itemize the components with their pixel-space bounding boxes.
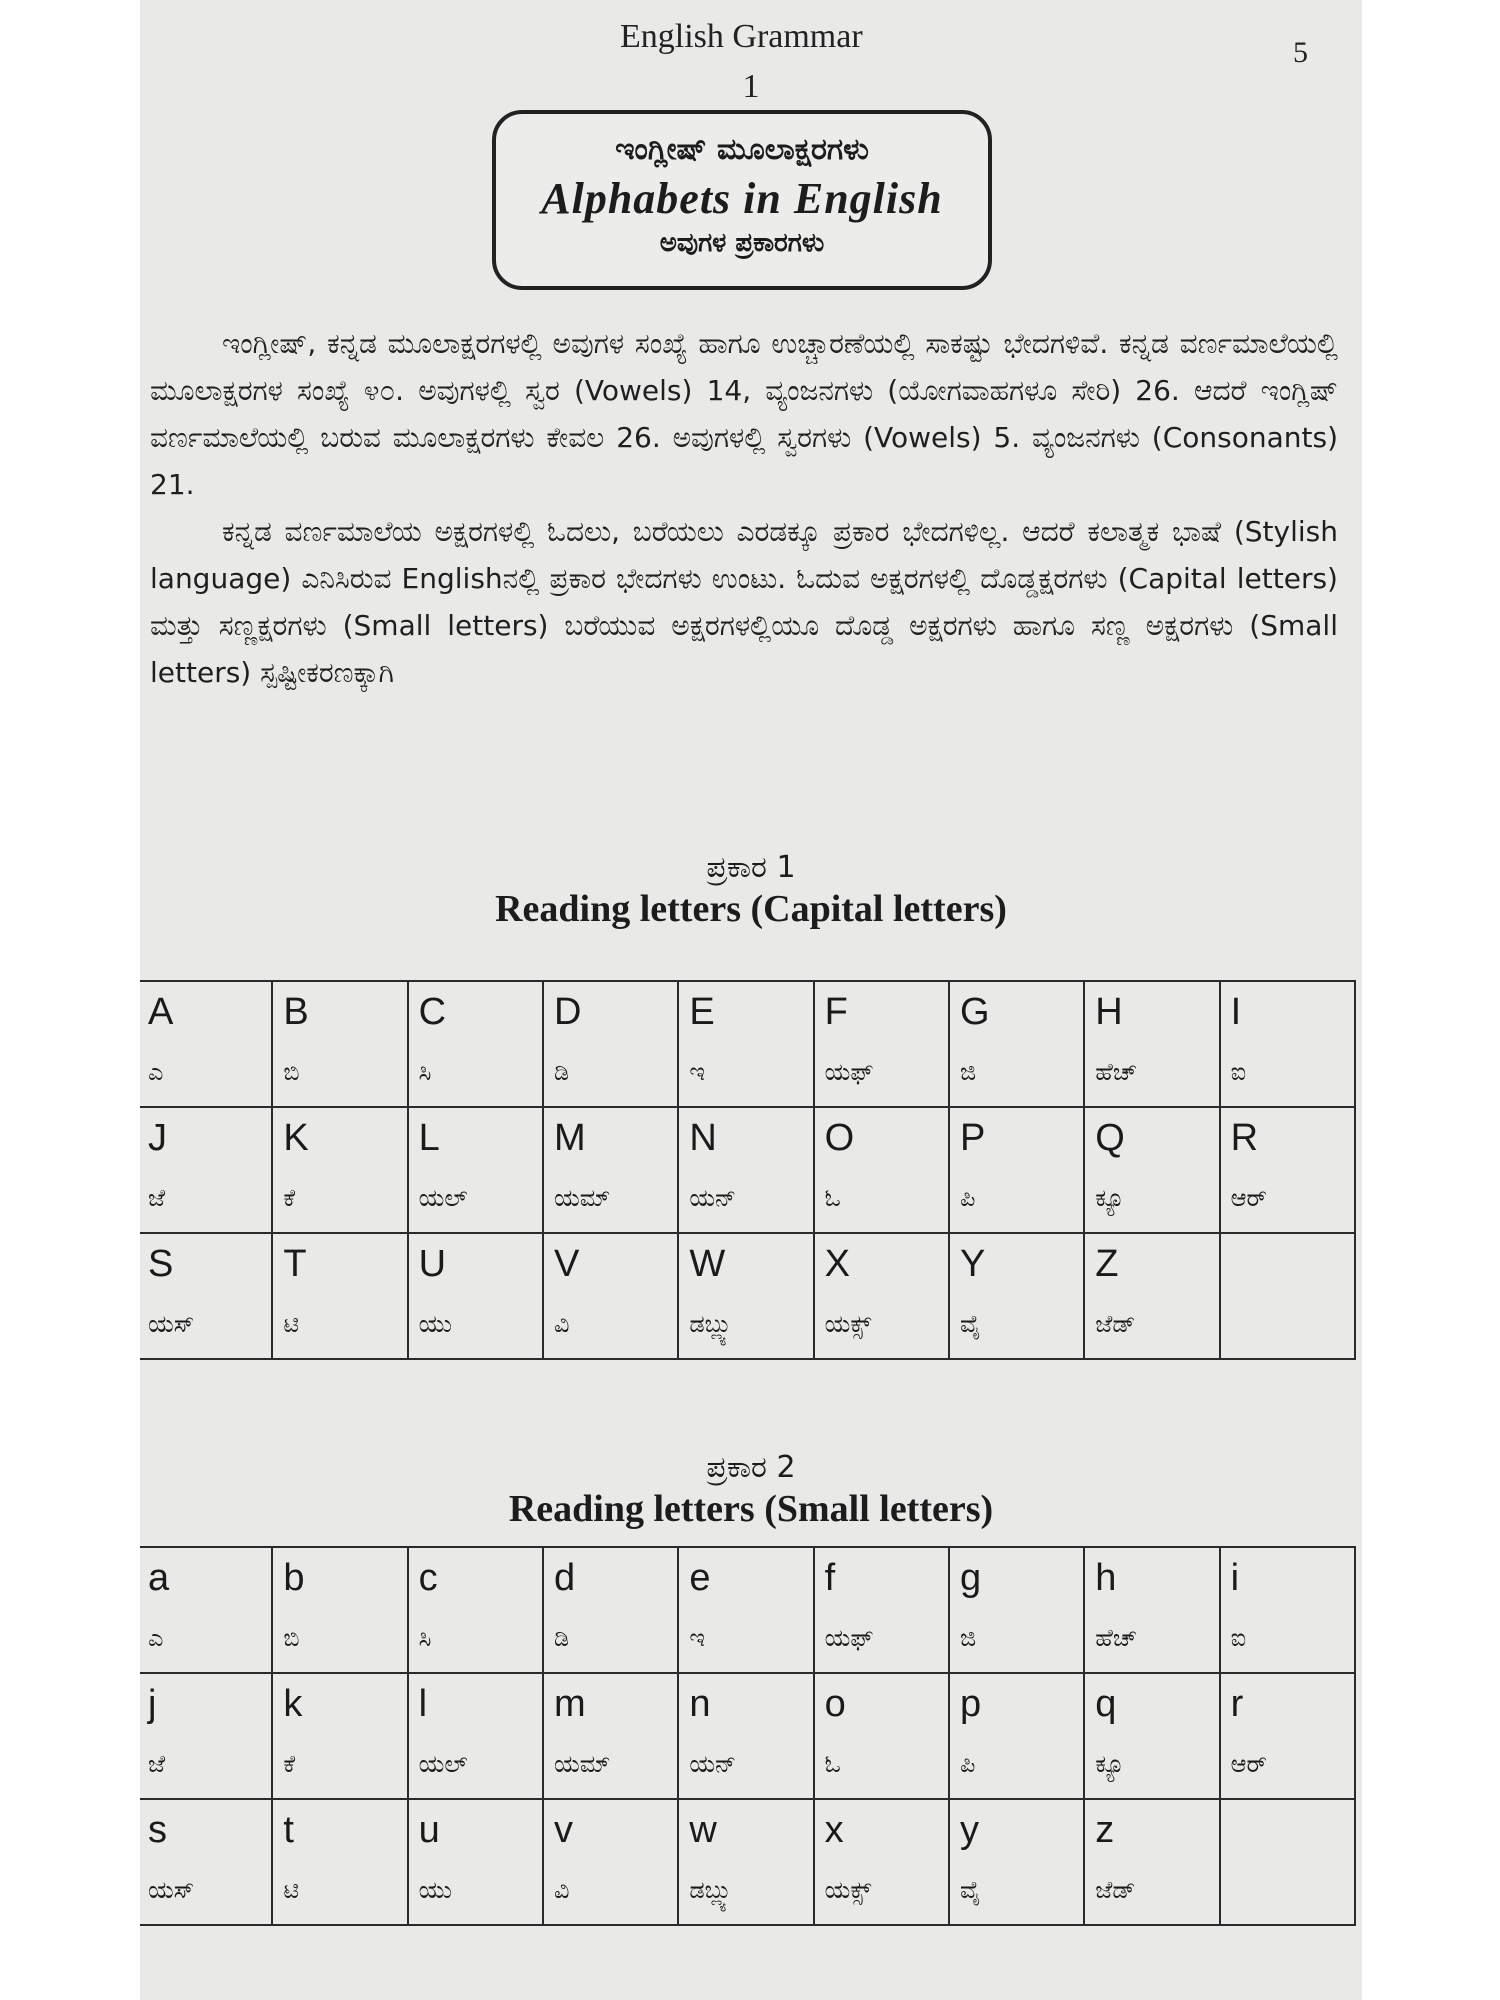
letter-cell <box>140 1107 272 1233</box>
table-row <box>140 1673 1355 1799</box>
kannada-pronunciation: ಜೆಡ್ <box>1095 1310 1136 1338</box>
kannada-pronunciation: ಹೆಚ್ <box>1095 1624 1138 1652</box>
chapter-title-english: Alphabets in English <box>541 174 943 223</box>
kannada-pronunciation: ಯಲ್ <box>418 1750 468 1778</box>
letter-cell <box>678 1673 813 1799</box>
kannada-pronunciation: ಎ <box>148 1624 164 1652</box>
letter-cell <box>949 1799 1084 1925</box>
letter: z <box>1095 1809 1115 1851</box>
letter-cell <box>678 981 813 1107</box>
kannada-pronunciation: ಹೆಚ್ <box>1095 1058 1138 1086</box>
letter-cell <box>1084 1547 1219 1673</box>
letter-cell <box>1220 1233 1355 1359</box>
chapter-title-box <box>492 110 992 290</box>
section-2-title: Reading letters (Small letters) <box>508 1488 994 1530</box>
kannada-pronunciation: ಡಬ್ಲ್ಯು <box>689 1310 736 1338</box>
letter: G <box>959 991 990 1033</box>
letter: k <box>283 1683 303 1725</box>
letter: Y <box>959 1243 986 1285</box>
kannada-pronunciation: ಡಿ <box>553 1624 570 1652</box>
letter-cell <box>814 1107 949 1233</box>
letter-cell <box>1220 1107 1355 1233</box>
kannada-pronunciation: ಎ <box>148 1058 164 1086</box>
paragraph: ಇಂಗ್ಲೀಷ್, ಕನ್ನಡ ಮೂಲಾಕ್ಷರಗಳಲ್ಲಿ ಅವುಗಳ ಸಂಖ್ಯೆ ಹಾಗೂ ಉಚ್ಚಾರಣೆಯಲ್ಲಿ ಸಾಕಷ್ಟು ಭೇದಗಳಿವೆ. ಕನ್ನಡ ವರ್ಣಮಾಲೆಯಲ್ಲಿ ಮೂಲಾಕ್ಷರಗಳ ಸಂಖ್ಯೆ ೪೦. ಅವುಗಳಲ್ಲಿ ಸ್ವರ (Vowels) 14, ವ್ಯಂಜನಗಳು (ಯೋಗವಾಹಗಳೂ ಸೇರಿ) 26. ಆದರೆ ಇಂಗ್ಲಿಷ್ ವರ್ಣಮಾಲೆಯಲ್ಲಿ ಬರುವ ಮೂಲಾಕ್ಷರಗಳು ಕೇವಲ 26. ಅವುಗಳಲ್ಲಿ ಸ್ವರಗಳು (Vowels) 5. ವ್ಯಂಜನಗಳು (Consonants) 21. <box>150 327 1338 501</box>
kannada-pronunciation: ಕೆ <box>283 1750 296 1778</box>
letter-cell <box>408 981 543 1107</box>
letter-cell <box>678 1799 813 1925</box>
letter-cell <box>1084 1107 1219 1233</box>
letter-cell <box>408 1673 543 1799</box>
kannada-pronunciation: ಯಸ್ <box>148 1310 195 1338</box>
letter: g <box>959 1557 982 1599</box>
letter-cell <box>272 1233 407 1359</box>
letter: n <box>689 1683 711 1725</box>
letter: X <box>824 1243 850 1285</box>
letter: e <box>689 1557 711 1599</box>
kannada-pronunciation: ಪಿ <box>959 1750 976 1778</box>
table-row <box>140 1233 1355 1359</box>
paragraph: ಕನ್ನಡ ವರ್ಣಮಾಲೆಯ ಅಕ್ಷರಗಳಲ್ಲಿ ಓದಲು, ಬರೆಯಲು ಎರಡಕ್ಕೂ ಪ್ರಕಾರ ಭೇದಗಳಿಲ್ಲ. ಆದರೆ ಕಲಾತ್ಮಕ ಭಾಷೆ (Stylish language) ಎನಿಸಿರುವ Englishನಲ್ಲಿ ಪ್ರಕಾರ ಭೇದಗಳು ಉಂಟು. ಓದುವ ಅಕ್ಷರಗಳಲ್ಲಿ ದೊಡ್ಡಕ್ಷರಗಳು (Capital letters) ಮತ್ತು ಸಣ್ಣಕ್ಷರಗಳು (Small letters) ಬರೆಯುವ ಅಕ್ಷರಗಳಲ್ಲಿಯೂ ದೊಡ್ಡ ಅಕ್ಷರಗಳು ಹಾಗೂ ಸಣ್ಣ ಅಕ್ಷರಗಳು (Small letters) ಸ್ಪಷ್ಟೀಕರಣಕ್ಕಾಗಿ <box>150 515 1338 689</box>
letter-cell <box>272 1799 407 1925</box>
letter: B <box>283 991 309 1033</box>
letter: T <box>283 1243 307 1285</box>
letter: s <box>148 1809 167 1851</box>
letter-cell <box>272 981 407 1107</box>
letter: F <box>824 991 848 1033</box>
letter-cell <box>408 1547 543 1673</box>
kannada-pronunciation: ಬಿ <box>283 1624 300 1652</box>
kannada-pronunciation: ಬಿ <box>283 1058 300 1086</box>
letter-cell <box>1084 981 1219 1107</box>
letter-cell <box>814 1233 949 1359</box>
letter: x <box>824 1809 844 1851</box>
section-2-label: ಪ್ರಕಾರ 2 <box>706 1450 796 1485</box>
letter: u <box>418 1809 440 1851</box>
letter-cell <box>814 981 949 1107</box>
kannada-pronunciation: ಯು <box>418 1310 452 1338</box>
kannada-pronunciation: ಡಬ್ಲ್ಯು <box>689 1876 736 1904</box>
letter: Z <box>1095 1243 1119 1285</box>
kannada-pronunciation: ಜೆ <box>148 1184 166 1212</box>
letter-cell <box>140 1233 272 1359</box>
section-1-title: Reading letters (Capital letters) <box>495 888 1007 930</box>
kannada-pronunciation: ಪಿ <box>959 1184 976 1212</box>
letter-cell <box>543 1107 678 1233</box>
letter-cell <box>1220 1673 1355 1799</box>
letter: U <box>418 1243 447 1285</box>
small-letters-table <box>140 1546 1356 1926</box>
letter: N <box>689 1117 717 1159</box>
letter-cell <box>543 1233 678 1359</box>
kannada-pronunciation: ಯಮ್ <box>553 1184 611 1212</box>
letter-cell <box>678 1233 813 1359</box>
letter-cell <box>1084 1233 1219 1359</box>
letter: J <box>148 1117 167 1159</box>
kannada-pronunciation: ವಿ <box>553 1876 570 1904</box>
letter-cell <box>543 981 678 1107</box>
kannada-pronunciation: ಐ <box>1230 1058 1247 1086</box>
letter-cell <box>814 1799 949 1925</box>
letter-cell <box>678 1107 813 1233</box>
kannada-pronunciation: ಯನ್ <box>689 1184 737 1212</box>
kannada-pronunciation: ಯು <box>418 1876 452 1904</box>
kannada-pronunciation: ವೈ <box>959 1876 981 1904</box>
kannada-pronunciation: ಸಿ <box>418 1058 432 1086</box>
letter: V <box>553 1243 580 1285</box>
kannada-pronunciation: ಆರ್ <box>1230 1184 1267 1212</box>
kannada-pronunciation: ಸಿ <box>418 1624 432 1652</box>
letter: v <box>553 1809 573 1851</box>
kannada-pronunciation: ಇ <box>689 1624 705 1652</box>
letter: S <box>148 1243 174 1285</box>
letter: t <box>283 1809 294 1851</box>
kannada-pronunciation: ಐ <box>1230 1624 1247 1652</box>
letter: I <box>1230 991 1242 1033</box>
letter-cell <box>272 1547 407 1673</box>
kannada-pronunciation: ಜಿ <box>959 1624 977 1652</box>
letter-cell <box>814 1547 949 1673</box>
chapter-title-kannada: ಇಂಗ್ಲೀಷ್ ಮೂಲಾಕ್ಷರಗಳು <box>615 132 869 167</box>
letter: r <box>1230 1683 1244 1725</box>
letter-cell <box>408 1107 543 1233</box>
letter: p <box>959 1683 982 1725</box>
letter: R <box>1230 1117 1259 1159</box>
letter-cell <box>1220 1799 1355 1925</box>
chapter-subtitle-kannada: ಅವುಗಳ ಪ್ರಕಾರಗಳು <box>659 228 825 258</box>
table-row <box>140 1799 1355 1925</box>
letter: j <box>148 1683 157 1725</box>
kannada-pronunciation: ಟಿ <box>283 1310 300 1338</box>
table-row <box>140 981 1355 1107</box>
kannada-pronunciation: ಡಿ <box>553 1058 570 1086</box>
kannada-pronunciation: ಯಫ್ <box>824 1058 874 1086</box>
kannada-pronunciation: ಯಸ್ <box>148 1876 195 1904</box>
letter: q <box>1095 1683 1117 1725</box>
running-title: English Grammar <box>620 18 863 55</box>
letter: l <box>418 1683 428 1725</box>
kannada-pronunciation: ಯಕ್ಸ್ <box>824 1876 872 1904</box>
kannada-pronunciation: ವೈ <box>959 1310 981 1338</box>
section-1-heading <box>140 850 1362 931</box>
letter-cell <box>949 981 1084 1107</box>
letter-cell <box>140 1673 272 1799</box>
kannada-pronunciation: ಇ <box>689 1058 705 1086</box>
kannada-pronunciation: ಕೆ <box>283 1184 296 1212</box>
letter: C <box>418 991 447 1033</box>
letter: i <box>1230 1557 1240 1599</box>
letter-cell <box>543 1673 678 1799</box>
kannada-pronunciation: ಜೆ <box>148 1750 166 1778</box>
letter: w <box>689 1809 717 1851</box>
letter: c <box>418 1557 438 1599</box>
letter-cell <box>814 1673 949 1799</box>
letter: M <box>553 1117 586 1159</box>
kannada-pronunciation: ಆರ್ <box>1230 1750 1267 1778</box>
letter-cell <box>949 1107 1084 1233</box>
letter-cell <box>543 1799 678 1925</box>
letter: h <box>1095 1557 1117 1599</box>
letter-cell <box>272 1673 407 1799</box>
letter: Q <box>1095 1117 1125 1159</box>
letter: a <box>148 1557 170 1599</box>
letter-cell <box>140 1547 272 1673</box>
kannada-pronunciation: ಕ್ಯೂ <box>1095 1750 1125 1778</box>
kannada-pronunciation: ಟಿ <box>283 1876 300 1904</box>
kannada-pronunciation: ಯಫ್ <box>824 1624 874 1652</box>
book-page <box>140 0 1362 2000</box>
kannada-pronunciation: ಯಕ್ಸ್ <box>824 1310 872 1338</box>
letter: b <box>283 1557 305 1599</box>
letter: W <box>689 1243 726 1285</box>
letter-cell <box>543 1547 678 1673</box>
letter-cell <box>140 1799 272 1925</box>
page-header <box>140 14 1362 74</box>
table-row <box>140 1547 1355 1673</box>
letter-cell <box>1220 1547 1355 1673</box>
kannada-pronunciation: ಜೆಡ್ <box>1095 1876 1136 1904</box>
letter: y <box>959 1809 979 1851</box>
letter: K <box>283 1117 309 1159</box>
letter: A <box>148 991 174 1033</box>
letter: L <box>418 1117 440 1159</box>
kannada-pronunciation: ಓ <box>824 1750 841 1778</box>
letter-cell <box>408 1233 543 1359</box>
kannada-pronunciation: ಯಲ್ <box>418 1184 468 1212</box>
letter-cell <box>1084 1673 1219 1799</box>
letter: f <box>824 1557 836 1599</box>
section-1-label: ಪ್ರಕಾರ 1 <box>706 850 796 885</box>
kannada-pronunciation: ಯಮ್ <box>553 1750 611 1778</box>
letter-cell <box>1220 981 1355 1107</box>
letter-cell <box>949 1233 1084 1359</box>
kannada-pronunciation: ಕ್ಯೂ <box>1095 1184 1125 1212</box>
letter: d <box>553 1557 576 1599</box>
table-row <box>140 1107 1355 1233</box>
section-2-heading <box>140 1450 1362 1531</box>
letter: P <box>959 1117 986 1159</box>
kannada-pronunciation: ಯನ್ <box>689 1750 737 1778</box>
kannada-pronunciation: ಜಿ <box>959 1058 977 1086</box>
letter-cell <box>949 1673 1084 1799</box>
kannada-pronunciation: ವಿ <box>553 1310 570 1338</box>
letter: O <box>824 1117 855 1159</box>
letter-cell <box>1084 1799 1219 1925</box>
body-text <box>150 320 1338 696</box>
letter: o <box>824 1683 846 1725</box>
letter-cell <box>678 1547 813 1673</box>
letter: H <box>1095 991 1123 1033</box>
letter: m <box>553 1683 586 1725</box>
letter-cell <box>272 1107 407 1233</box>
page-number: 5 <box>1293 36 1308 69</box>
letter-cell <box>408 1799 543 1925</box>
letter: E <box>689 991 715 1033</box>
kannada-pronunciation: ಓ <box>824 1184 841 1212</box>
chapter-number: 1 <box>742 68 760 105</box>
capital-letters-table <box>140 980 1356 1360</box>
letter-cell <box>140 981 272 1107</box>
letter: D <box>553 991 582 1033</box>
letter-cell <box>949 1547 1084 1673</box>
